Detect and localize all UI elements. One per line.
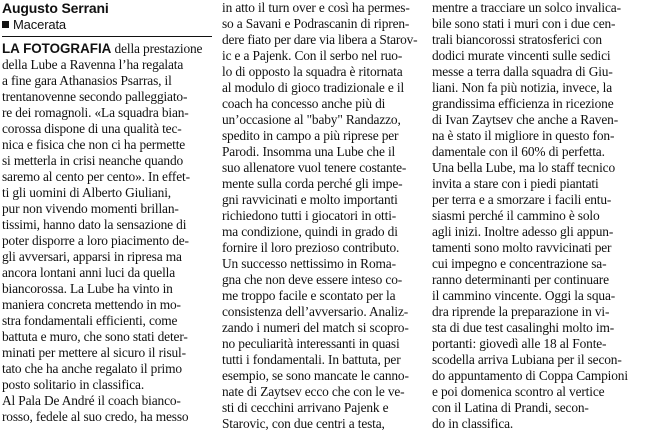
text-line: si metterla in crisi neanche quando bbox=[2, 153, 184, 168]
text-line: cui impegno e concentrazione sa- bbox=[432, 256, 607, 271]
text-line: biancorossa. La Lube ha vinto in bbox=[2, 281, 173, 296]
text-line: Al Pala De André il coach bianco- bbox=[2, 393, 181, 408]
text-line: gli avversari, apparsi in ripresa ma bbox=[2, 249, 182, 264]
text-line: saremo al cento per cento». In effet- bbox=[2, 169, 190, 184]
text-line: damentale con il 60% di perfetta. bbox=[432, 144, 605, 159]
text-line: per terra e a smorzare i facili entu- bbox=[432, 192, 612, 207]
text-line: un’occasione al "baby" Randazzo, bbox=[222, 112, 401, 127]
text-line: corossa dispone di una qualità tec- bbox=[2, 121, 182, 136]
text-line: consistenza dell’avversario. Analiz- bbox=[222, 304, 409, 319]
text-line: ma condizione, quindi in grado di bbox=[222, 224, 398, 239]
text-line: gni ravvicinati e molto importanti bbox=[222, 192, 398, 207]
text-line: me troppo facile e scontato per la bbox=[222, 288, 396, 303]
text-line: Un successo nettissimo in Roma- bbox=[222, 256, 396, 271]
square-bullet-icon bbox=[2, 21, 9, 28]
text-line: liani. Non fa più notizia, invece, la bbox=[432, 80, 612, 95]
text-line: il cammino vincente. Oggi la squa- bbox=[432, 288, 616, 303]
text-line: mentre a tracciare un solco invalica- bbox=[432, 0, 621, 15]
article-column-3 bbox=[432, 0, 646, 432]
text-line: siasmi perché il cammino è solo bbox=[432, 208, 600, 223]
text-line: portanti: giovedì alle 18 al Fonte- bbox=[432, 336, 607, 351]
text-line: e poi domenica scontro al vertice bbox=[432, 384, 605, 399]
text-line: ranno determinanti per continuare bbox=[432, 272, 609, 287]
text-line: con il Latina di Prandi, secon- bbox=[432, 400, 589, 415]
text-line: di Ivan Zaytsev che anche a Raven- bbox=[432, 112, 618, 127]
text-line: tutti i fondamentali. In battuta, per bbox=[222, 352, 401, 367]
text-line: nica e fisica che non ci ha permette bbox=[2, 137, 186, 152]
text-line: ancora lontani anni luci da quella bbox=[2, 265, 175, 280]
text-line: trentanovenne secondo palleggiato- bbox=[2, 89, 188, 104]
text-line: zando i numeri del match si scopro- bbox=[222, 320, 409, 335]
text-line: rosso, fedele al suo credo, ha messo bbox=[2, 409, 189, 424]
text-line: invita a stare con i piedi piantati bbox=[432, 176, 599, 191]
text-line: mente sulla corda perché gli impe- bbox=[222, 176, 403, 191]
lead-in: LA FOTOGRAFIA bbox=[2, 41, 112, 56]
text-line: trali biancorossi stratosferici con bbox=[432, 32, 602, 47]
text-line: ti gli uomini di Alberto Giuliani, bbox=[2, 185, 171, 200]
text-line: Parodi. Insomma una Lube che il bbox=[222, 144, 396, 159]
text-line: esempio, se sono mancate le canno- bbox=[222, 368, 409, 383]
text-line: suo allenatore vuol tenere costante- bbox=[222, 160, 407, 175]
text-line: tissimi, hanno dato la sensazione di bbox=[2, 217, 187, 232]
text-line: sti di cecchini arrivano Pajenk e bbox=[222, 400, 389, 415]
text-line: grandissima efficienza in ricezione bbox=[432, 96, 614, 111]
text-line: al modulo di gioco tradizionale e il bbox=[222, 80, 405, 95]
text-line bbox=[2, 41, 212, 57]
text-line: Una bella Lube, ma lo staff tecnico bbox=[432, 160, 616, 175]
text-line: do appuntamento di Coppa Campioni bbox=[432, 368, 628, 383]
text-line-content: della prestazione bbox=[111, 41, 203, 56]
byline bbox=[2, 0, 212, 33]
text-line: richiedono tutti i giocatori in otti- bbox=[222, 208, 397, 223]
text-line: no peculiarità interessanti in quasi bbox=[222, 336, 400, 351]
text-line: coach ha concesso anche più di bbox=[222, 96, 386, 111]
location: Macerata bbox=[13, 17, 66, 32]
text-line: a fine gara Athanasios Psarras, il bbox=[2, 73, 172, 88]
column-1-text bbox=[2, 41, 212, 425]
text-line: messe a terra dalla squadra di Giu- bbox=[432, 64, 613, 79]
text-line: poter disporre a loro piacimento de- bbox=[2, 233, 189, 248]
text-line: agli inizi. Inoltre adesso gli appun- bbox=[432, 224, 614, 239]
dateline bbox=[2, 17, 212, 33]
text-line: dere fiato per dare via libera a Starov- bbox=[222, 32, 418, 47]
text-line: battuta e muro, che sono stati deter- bbox=[2, 329, 188, 344]
text-line: scodella arriva Lubiana per il secon- bbox=[432, 352, 622, 367]
text-line: minati per mettere al sicuro il risul- bbox=[2, 345, 186, 360]
author-name: Augusto Serrani bbox=[2, 0, 109, 16]
text-line: Starovic, con due centri a testa, bbox=[222, 416, 385, 431]
text-line: spedito in campo a più riprese per bbox=[222, 128, 399, 143]
text-line: posto solitario in classifica. bbox=[2, 377, 145, 392]
text-line: dra riprende la preparazione in vi- bbox=[432, 304, 610, 319]
column-3-text bbox=[432, 0, 646, 432]
byline-rule bbox=[2, 36, 212, 37]
article-column-2 bbox=[222, 0, 418, 432]
text-line: in atto il turn over e così ha permes- bbox=[222, 0, 410, 15]
column-2-text bbox=[222, 0, 418, 432]
text-line: re dei romagnoli. «La squadra bian- bbox=[2, 105, 189, 120]
text-line: della Lube a Ravenna l’ha regalata bbox=[2, 57, 184, 72]
text-line: nate di Zaytsev ecco che con le ve- bbox=[222, 384, 405, 399]
text-line: bile sono stati i muri con i due cen- bbox=[432, 16, 616, 31]
text-line: stra fondamentali efficienti, come bbox=[2, 313, 178, 328]
text-line: tamenti sono molto ravvicinati per bbox=[432, 240, 612, 255]
text-line: maniera concreta mettendo in mo- bbox=[2, 297, 181, 312]
text-line: sta di due test casalinghi molto im- bbox=[432, 320, 615, 335]
text-line: dodici murate vincenti sulle sedici bbox=[432, 48, 611, 63]
text-line: lo di opposto la squadra è ritornata bbox=[222, 64, 403, 79]
text-line: na è stato il migliore in questo fon- bbox=[432, 128, 615, 143]
text-line: so a Savani e Podrascanin di ripren- bbox=[222, 16, 410, 31]
text-line: pur non vivendo momenti brillan- bbox=[2, 201, 179, 216]
text-line: ic e a Pajenk. Con il serbo nel ruo- bbox=[222, 48, 403, 63]
text-line: fornire il loro prezioso contributo. bbox=[222, 240, 400, 255]
article-column-1 bbox=[2, 0, 212, 425]
text-line: do in classifica. bbox=[432, 416, 514, 431]
text-line: gna che non deve essere inteso co- bbox=[222, 272, 403, 287]
text-line: tato che ha anche regalato il primo bbox=[2, 361, 182, 376]
